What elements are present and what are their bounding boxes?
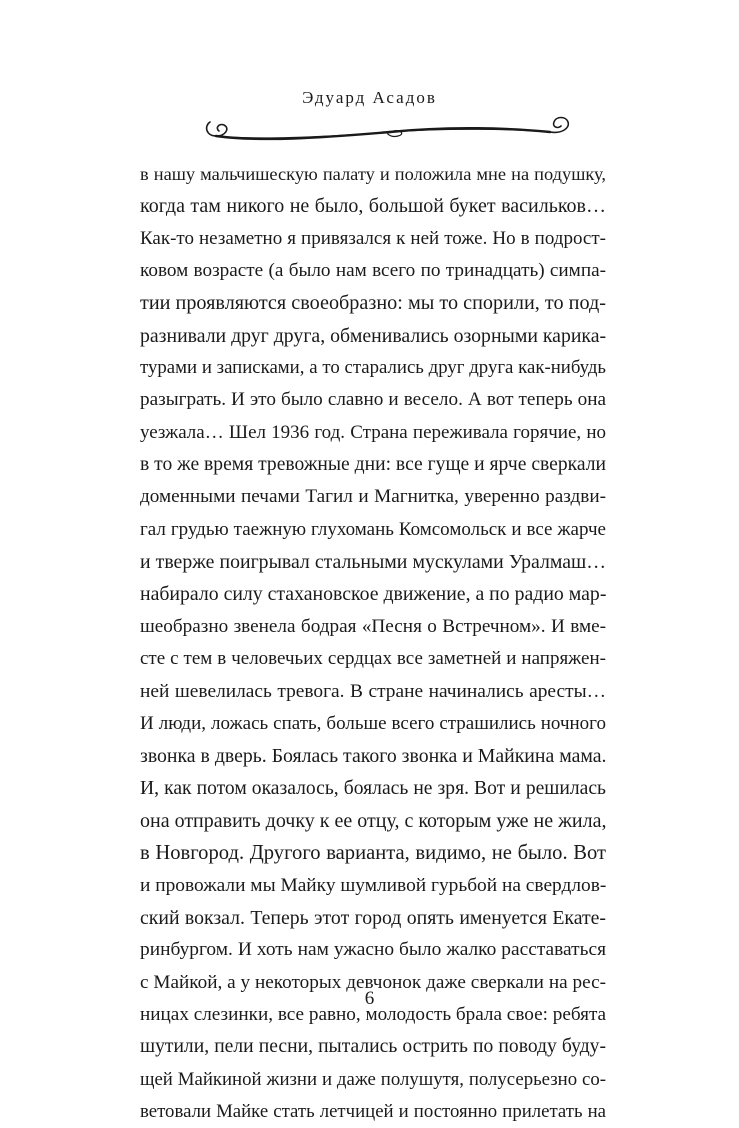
- body-text: [140, 158, 606, 1128]
- text-line: И, как потом оказалось, боялась не зря. Вот и решилась: [140, 777, 606, 799]
- text-line: ринбургом. И хоть нам ужасно было жалко расставаться: [140, 939, 606, 961]
- text-line: ковом возрасте (а было нам всего по тринадцать) симпа-: [140, 260, 606, 282]
- running-head-author: Эдуард Асадов: [302, 88, 437, 107]
- text-line: ветовали Майке стать летчицей и постоянно прилетать на: [140, 1100, 606, 1122]
- text-line: уезжала… Шел 1936 год. Страна переживала горячие, но: [140, 421, 606, 443]
- text-line: разыграть. И это было славно и весело. А вот теперь она: [140, 389, 606, 411]
- text-line: и тверже поигрывал стальными мускулами Уралмаш…: [140, 551, 606, 574]
- text-line: доменными печами Тагил и Магнитка, уверенно раздви-: [140, 486, 606, 508]
- text-line: в нашу мальчишескую палату и положила мне на подушку,: [140, 164, 606, 184]
- text-line: в Новгород. Другого варианта, видимо, не было. Вот: [140, 842, 606, 865]
- text-line: тии проявляются своеобразно: мы то спорили, то под-: [140, 292, 606, 315]
- text-line: разнивали друг друга, обменивались озорными карика-: [140, 324, 607, 347]
- text-line: сте с тем в человечьих сердцах все заметней и напряжен-: [140, 648, 606, 670]
- text-line: Как-то незаметно я привязался к ней тоже. Но в подрост-: [140, 227, 606, 249]
- flourish-ornament-icon: [200, 108, 580, 148]
- text-line: турами и записками, а то старались друг друга как-нибудь: [140, 357, 606, 379]
- text-line: в то же время тревожные дни: все гуще и ярче сверкали: [140, 454, 606, 476]
- text-line: И люди, ложась спать, больше всего страшились ночного: [140, 712, 606, 734]
- text-line: шеобразно звенела бодрая «Песня о Встречном». И вме-: [140, 615, 606, 637]
- text-line: ский вокзал. Теперь этот город опять именуется Екате-: [140, 906, 606, 929]
- text-line: с Майкой, а у некоторых девчонок даже сверкали на рес-: [140, 971, 606, 993]
- text-line: и провожали мы Майку шумливой гурьбой на свердлов-: [140, 874, 607, 896]
- text-line: она отправить дочку к ее отцу, с которым уже не жила,: [140, 809, 607, 832]
- page-number: 6: [364, 988, 375, 1009]
- text-line: когда там никого не было, большой букет васильков…: [140, 195, 606, 218]
- text-line: щей Майкиной жизни и даже полушутя, полусерьезно со-: [140, 1068, 606, 1090]
- text-line: ницах слезинки, все равно, молодость брала свое: ребята: [140, 1003, 607, 1025]
- text-line: шутили, пели песни, пытались острить по поводу буду-: [140, 1036, 606, 1058]
- text-line: набирало силу стахановское движение, а по радио мар-: [140, 583, 607, 606]
- text-line: гал грудью таежную глухомань Комсомольск и все жарче: [140, 518, 606, 540]
- text-line: ней шевелилась тревога. В стране начинались аресты…: [140, 680, 606, 702]
- text-line: звонка в дверь. Боялась такого звонка и Майкина мама.: [140, 745, 607, 768]
